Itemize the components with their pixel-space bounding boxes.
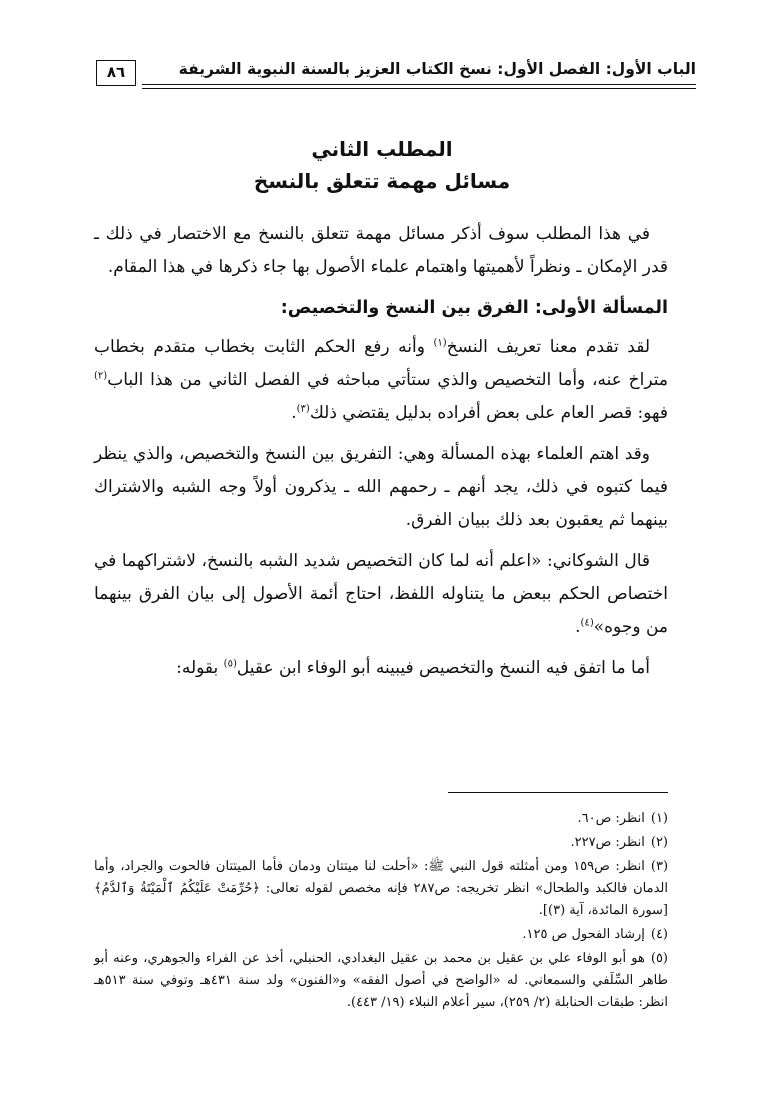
footnote-text: انظر: ص٢٢٧.	[570, 835, 645, 850]
footnote-1	[94, 808, 668, 830]
text-segment: .	[575, 617, 581, 637]
footnote-number: (٣)	[650, 859, 669, 874]
footnotes	[94, 808, 668, 1016]
section-subtitle: مسائل مهمة تتعلق بالنسخ	[253, 169, 511, 193]
footnote-number: (٢)	[650, 835, 668, 850]
paragraph-shawkani	[94, 545, 668, 644]
footnote-text: انظر: ص٦٠.	[577, 811, 645, 826]
footnote-number: (٤)	[650, 927, 668, 942]
footnote-number: (١)	[650, 811, 668, 826]
footnote-ref-3[interactable]: (٣)	[296, 403, 310, 415]
footnote-text: انظر: ص١٥٩ ومن أمثلته قول النبي ﷺ: «أحلت لنا ميتتان ودمان فأما الميتتان فالحوت والجراد، وأما الدمان فالكبد والطحال» انظر تخريجه: ص٢٨٧ فإنه مخصص لقوله تعالى: ﴿حُرِّمَتْ عَلَيْكُمُ ٱلْمَيْتَةُ وَٱلدَّمُ﴾ [سورة المائدة، آية (٣)].	[94, 859, 668, 918]
paragraph-definition	[94, 331, 668, 430]
paragraph-ibn-aqil	[94, 652, 668, 685]
running-title: الباب الأول: الفصل الأول: نسخ الكتاب العزيز بالسنة النبوية الشريفة	[178, 60, 696, 78]
footnote-4	[94, 924, 668, 946]
intro-paragraph: في هذا المطلب سوف أذكر مسائل مهمة تتعلق بالنسخ مع الاختصار في ذلك ـ قدر الإمكان ـ ونظراً لأهميتها واهتمام علماء الأصول بها جاء ذكرها في هذا المقام.	[94, 224, 668, 277]
text-segment: لقد تقدم معنا تعريف النسخ	[446, 337, 651, 357]
footnote-ref-5[interactable]: (٥)	[223, 658, 237, 670]
paragraph-scholars: وقد اهتم العلماء بهذه المسألة وهي: التفريق بين النسخ والتخصيص، والذي ينظر فيما كتبوه في ذلك، يجد أنهم ـ رحمهم الله ـ يذكرون أولاً وجه الشبه والاشتراك بينهما ثم يعقبون بعد ذلك ببيان الفرق.	[94, 444, 668, 530]
header-rule	[142, 84, 696, 89]
text-segment: أما ما اتفق فيه النسخ والتخصيص فيبينه أبو الوفاء ابن عقيل	[236, 658, 650, 678]
issue-heading: المسألة الأولى: الفرق بين النسخ والتخصيص:	[280, 298, 668, 318]
footnote-text: إرشاد الفحول ص ١٢٥.	[522, 927, 645, 942]
footnote-ref-1[interactable]: (١)	[433, 337, 447, 349]
text-segment: فهو: قصر العام على بعض أفراده بدليل يقتضي ذلك	[309, 403, 668, 423]
footnote-number: (٥)	[650, 951, 668, 966]
body-text	[94, 218, 668, 693]
text-segment: قال الشوكاني: «اعلم أنه لما كان التخصيص شديد الشبه بالنسخ، لاشتراكهما في اختصاص الحكم ببعض ما يتناوله اللفظ، احتاج أئمة الأصول إلى بيان الفرق بينهما من وجوه»	[94, 551, 668, 637]
text-segment: .	[291, 403, 297, 423]
footnote-text: هو أبو الوفاء علي بن عقيل بن محمد بن عقيل البغدادي، الحنبلي، أخذ عن الفراء والجوهري، وعنه أبو طاهر السِّلَفي والسمعاني. له «الواضح في أصول الفقه» و«الفنون» ولد سنة ٤٣١هـ وتوفي سنة ٥١٣هـ انظر: طبقات الحنابلة (٢/ ٢٥٩)، سير أعلام النبلاء (١٩/ ٤٤٣).	[94, 951, 668, 1010]
page-number: ٨٦	[96, 60, 136, 86]
section-title: المطلب الثاني	[311, 137, 453, 161]
page-header	[96, 58, 696, 92]
footnote-separator	[448, 792, 668, 793]
text-segment: بقوله:	[176, 658, 224, 678]
footnote-ref-4[interactable]: (٤)	[580, 617, 594, 629]
footnote-2	[94, 832, 668, 854]
footnote-ref-2[interactable]: (٢)	[94, 370, 108, 382]
text-segment: وأنه رفع الحكم الثابت بخطاب متقدم بخطاب متراخ عنه، وأما التخصيص والذي ستأتي مباحثه في الفصل الثاني من هذا الباب	[94, 337, 668, 390]
footnote-3	[94, 856, 668, 922]
footnote-5	[94, 948, 668, 1014]
